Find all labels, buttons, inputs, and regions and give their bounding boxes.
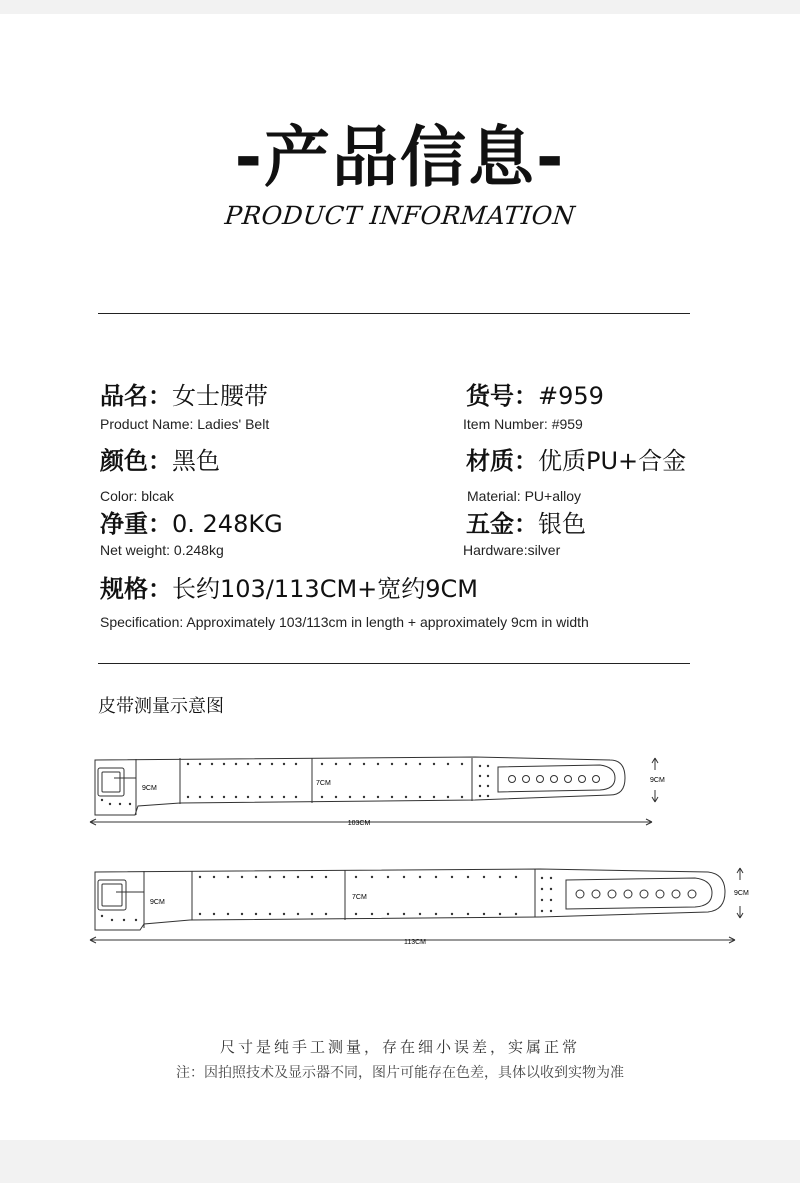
spec-hardware [466, 508, 586, 540]
page-title: -产品信息- [234, 119, 566, 196]
spec-material-value: 优质PU+合金 [538, 447, 687, 475]
width-label: 9CM [650, 777, 665, 784]
width-label: 9CM [734, 890, 749, 897]
spec-size-value: 长约103/113CM+宽约9CM [172, 575, 479, 603]
page-subtitle: PRODUCT INFORMATION [223, 201, 577, 230]
spec-color-value: 黑色 [172, 447, 220, 475]
divider-bottom [98, 663, 690, 664]
belt-diagram-103 [80, 750, 680, 830]
spec-item-en: Item Number: #959 [463, 416, 583, 432]
length-label: 103CM [347, 820, 371, 827]
spec-size-label: 规格： [100, 575, 172, 603]
spec-color-label: 颜色： [100, 447, 172, 475]
panel-width-label: 7CM [316, 780, 331, 787]
buckle-width-label: 9CM [150, 899, 165, 906]
spec-color [100, 445, 220, 477]
belt-strap-inner [566, 878, 712, 909]
spec-weight-label: 净重： [100, 510, 172, 538]
spec-name [100, 380, 268, 412]
spec-material-label: 材质： [466, 447, 538, 475]
spec-material-en: Material: PU+alloy [467, 488, 581, 504]
spec-hardware-label: 五金： [466, 510, 538, 538]
spec-material [466, 445, 686, 477]
spec-name-value: 女士腰带 [172, 382, 268, 410]
measurement-note: 尺寸是纯手工测量，存在细小误差，实属正常 [219, 1038, 580, 1056]
buckle-width-label: 9CM [142, 785, 157, 792]
spec-item-label: 货号： [466, 382, 538, 410]
diagram-title: 皮带测量示意图 [98, 696, 224, 717]
spec-size-en: Specification: Approximately 103/113cm in length + approximately 9cm in width [100, 614, 589, 630]
bottom-band [0, 1140, 800, 1183]
color-disclaimer: 注：因拍照技术及显示器不同，图片可能存在色差，具体以收到实物为准 [176, 1065, 624, 1081]
spec-item-value: #959 [538, 382, 604, 410]
spec-weight-en: Net weight: 0.248kg [100, 542, 224, 558]
spec-name-en: Product Name: Ladies' Belt [100, 416, 270, 432]
length-label: 113CM [403, 939, 427, 946]
spec-name-label: 品名： [100, 382, 172, 410]
spec-weight [100, 508, 283, 540]
top-band [0, 0, 800, 14]
spec-hardware-en: Hardware:silver [463, 542, 561, 558]
spec-size [100, 573, 478, 605]
spec-hardware-value: 银色 [538, 510, 586, 538]
panel-width-label: 7CM [352, 894, 367, 901]
divider-top [98, 313, 690, 314]
spec-item [466, 380, 604, 412]
spec-weight-value: 0. 248KG [172, 510, 283, 538]
belt-outline [95, 869, 725, 930]
belt-diagram-113 [80, 862, 760, 952]
spec-color-en: Color: blcak [100, 488, 174, 504]
